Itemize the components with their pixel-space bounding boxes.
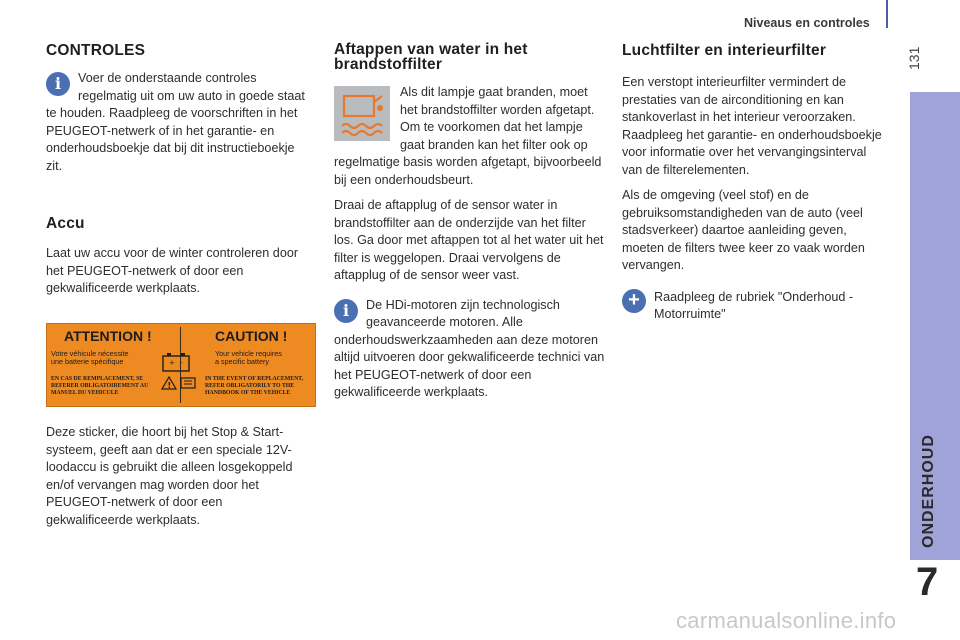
chapter-number: 7 (916, 560, 939, 604)
sticker-text: Deze sticker, die hoort bij het Stop & Start-systeem, geeft aan dat er een speciale 12V-loodaccu is gebruikt die alleen losgekoppeld en/of vervangen mag worden door het PEUGEOT-netwerk of door een gekwalificeerde werkplaats. (46, 425, 293, 527)
svg-text:+: + (169, 359, 175, 367)
fuel-water-icon (334, 86, 390, 141)
hdi-info-text: De HDi-motoren zijn technologisch geavanceerde motoren. Alle onderhoudswerkzaamheden aan deze motoren altijd uitvoeren door gekwalificeerde technici van het PEUGEOT-netwerk of door een gekwalificeerde werkplaats. (334, 297, 605, 399)
sticker-left-caps: EN CAS DE REMPLACEMENT, SE REFERER OBLIGATOIREMENT AU MANUEL DU VEHICULE (51, 376, 149, 396)
sticker-left-line2: une batterie spécifique (51, 357, 124, 366)
battery-caution-sticker (46, 323, 316, 407)
see-also-text: Raadpleeg de rubriek "Onderhoud - Motorruimte" (654, 289, 854, 321)
water-in-fuel-warning-lamp (334, 86, 390, 141)
sticker-right-caps: IN THE EVENT OF REPLACEMENT, REFER OBLIGATORILY TO THE HANDBOOK OF THE VEHICLE (205, 376, 304, 396)
column-luchtfilter (622, 42, 888, 324)
svg-text:-: - (180, 359, 183, 367)
battery-icon (161, 351, 191, 373)
page-number: 131 (906, 46, 922, 70)
column-aftappen (334, 42, 606, 402)
sticker-left-title: ATTENTION ! (64, 328, 152, 344)
see-also-block (622, 289, 888, 324)
heading-accu: Accu (46, 215, 85, 232)
luchtfilter-para2: Als de omgeving (veel stof) en de gebruiksomstandigheden van de auto (veel stadsverkeer) daartoe aanleiding geven, moeten de filters twee keer zo vaak worden vervangen. (622, 188, 865, 272)
drain-text: Draai de aftapplug of de sensor water in brandstoffilter aan de onderzijde van het filter los. Ga door met aftappen tot al het water uit het filter is weggelopen. Draai vervolgens de aftapplug of de sensor weer vast. (334, 198, 604, 282)
info-text: Voer de onderstaande controles regelmatig uit om uw auto in goede staat te houden. Raadpleeg de voorschriften in het PEUGEOT-netwerk of in het garantie- en onderhoudsboekje dat bij dit instructieboekje zit. (46, 71, 305, 173)
heading-aftappen-2: brandstoffilter (334, 56, 443, 73)
warning-triangle-icon (161, 376, 177, 390)
hdi-info-block (334, 297, 606, 402)
section-label: ONDERHOUD (920, 434, 937, 548)
heading-aftappen-1: Aftappen van water in het (334, 41, 528, 58)
manual-icon (179, 376, 199, 390)
sticker-caption-block (46, 424, 310, 529)
info-icon: i (46, 72, 70, 96)
svg-text:!: ! (167, 381, 172, 390)
sticker-right-line2: a specific battery (215, 357, 269, 366)
running-header: Niveaus en controles (744, 16, 870, 30)
accu-text: Laat uw accu voor de winter controleren door het PEUGEOT-netwerk of door een gekwalificeerde werkplaats. (46, 246, 299, 295)
heading-controles: CONTROLES (46, 42, 146, 59)
sticker-left-line1: Votre véhicule nécessite (51, 349, 129, 358)
info-icon: i (334, 299, 358, 323)
plus-icon: + (622, 289, 646, 313)
luchtfilter-para1: Een verstopt interieurfilter vermindert de prestaties van de airconditioning en kan stankoverlast in het interieur veroorzaken. Raadpleeg het garantie- en onderhoudsboekje voor informatie over het vervangingsinterval van de filterelementen. (622, 75, 882, 177)
header-rule (886, 0, 888, 28)
lamp-text: Als dit lampje gaat branden, moet het brandstoffilter worden afgetapt. Om te voorkomen dat het lampje gaat branden kan het filter ook op regelmatige basis worden afgetapt, bijvoorbeeld bij een onderhoudsbeurt. (334, 85, 602, 187)
watermark: carmanualsonline.info (676, 608, 897, 633)
column-controles (46, 42, 314, 298)
sticker-right-title: CAUTION ! (215, 328, 288, 344)
sticker-right-line1: Your vehicle requires (215, 349, 282, 358)
heading-luchtfilter: Luchtfilter en interieurfilter (622, 42, 827, 59)
lamp-block (334, 84, 606, 189)
info-block (46, 70, 314, 175)
